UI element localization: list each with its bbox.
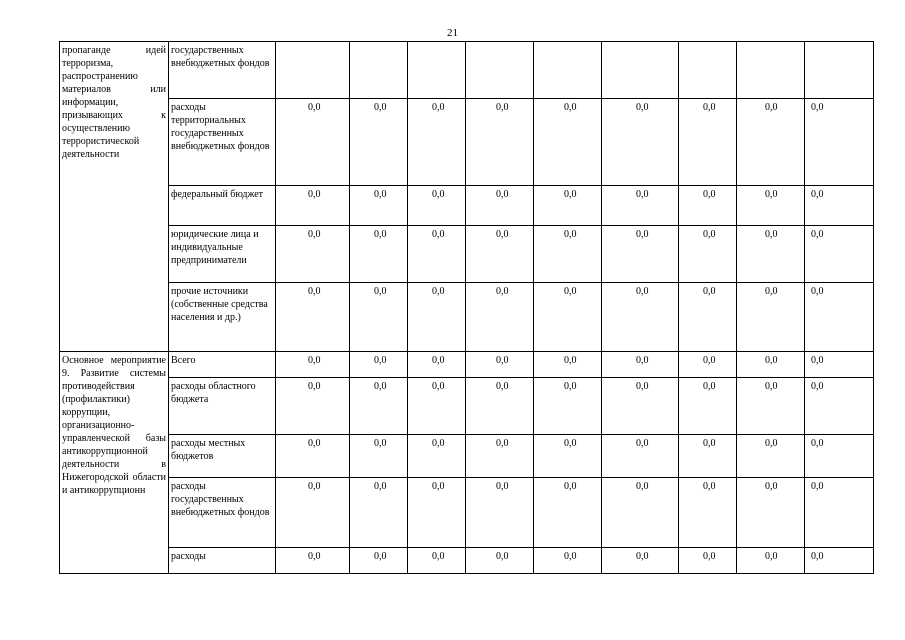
value-text: 0,0 [374, 286, 387, 297]
value-text: 0,0 [432, 355, 445, 366]
value-text: 0,0 [308, 102, 321, 113]
value-cell [679, 352, 737, 378]
value-text: 0,0 [765, 189, 778, 200]
value-cell [679, 378, 737, 435]
value-cell [805, 186, 874, 226]
value-text: 0,0 [496, 438, 509, 449]
value-text: 0,0 [811, 481, 824, 492]
value-cell [534, 42, 602, 99]
value-cell [276, 42, 350, 99]
value-text: 0,0 [308, 286, 321, 297]
value-text: 0,0 [765, 551, 778, 562]
value-text: 0,0 [765, 229, 778, 240]
value-cell [350, 99, 408, 186]
value-cell [466, 548, 534, 574]
value-cell [534, 283, 602, 352]
value-text: 0,0 [374, 481, 387, 492]
value-cell [350, 42, 408, 99]
value-cell [276, 352, 350, 378]
value-cell [805, 226, 874, 283]
value-text: 0,0 [374, 355, 387, 366]
value-cell [602, 42, 679, 99]
value-text: 0,0 [765, 481, 778, 492]
value-text: 0,0 [496, 481, 509, 492]
measure-description: пропаганде идей терроризма, распространению материалов или информации, призывающих к осуществлению террористической деятельности [60, 42, 169, 352]
value-cell [602, 226, 679, 283]
value-cell [408, 226, 466, 283]
value-cell [679, 186, 737, 226]
value-cell [679, 548, 737, 574]
value-cell [534, 378, 602, 435]
value-cell [534, 435, 602, 478]
value-text: 0,0 [703, 381, 716, 392]
funding-source: федеральный бюджет [169, 186, 276, 226]
value-cell [466, 99, 534, 186]
value-text: 0,0 [811, 355, 824, 366]
value-cell [408, 42, 466, 99]
value-cell [408, 548, 466, 574]
value-text: 0,0 [811, 551, 824, 562]
funding-source: Всего [169, 352, 276, 378]
value-cell [276, 99, 350, 186]
value-text: 0,0 [432, 381, 445, 392]
value-cell [602, 478, 679, 548]
value-cell [737, 352, 805, 378]
value-cell [679, 435, 737, 478]
value-cell [602, 99, 679, 186]
value-text: 0,0 [432, 481, 445, 492]
value-text: 0,0 [432, 102, 445, 113]
value-text: 0,0 [765, 381, 778, 392]
value-cell [408, 99, 466, 186]
value-text: 0,0 [703, 286, 716, 297]
value-cell [276, 478, 350, 548]
value-cell [408, 378, 466, 435]
value-text: 0,0 [374, 551, 387, 562]
value-text: 0,0 [811, 229, 824, 240]
value-cell [276, 378, 350, 435]
value-text: 0,0 [496, 189, 509, 200]
value-cell [737, 548, 805, 574]
value-cell [408, 435, 466, 478]
page-number: 21 [447, 27, 458, 39]
value-text: 0,0 [308, 189, 321, 200]
value-text: 0,0 [636, 381, 649, 392]
value-cell [350, 186, 408, 226]
value-text: 0,0 [308, 229, 321, 240]
value-cell [737, 435, 805, 478]
value-cell [602, 283, 679, 352]
table-row [60, 283, 874, 352]
value-cell [679, 99, 737, 186]
table-row [60, 378, 874, 435]
funding-source: расходы [169, 548, 276, 574]
value-cell [805, 435, 874, 478]
table-row [60, 226, 874, 283]
funding-source: государственных внебюджетных фондов [169, 42, 276, 99]
value-cell [466, 226, 534, 283]
funding-source: расходы государственных внебюджетных фондов [169, 478, 276, 548]
value-cell [466, 42, 534, 99]
value-text: 0,0 [765, 355, 778, 366]
value-text: 0,0 [374, 381, 387, 392]
value-cell [805, 42, 874, 99]
value-text: 0,0 [765, 438, 778, 449]
value-cell [350, 435, 408, 478]
value-text: 0,0 [496, 102, 509, 113]
value-text: 0,0 [703, 481, 716, 492]
value-cell [534, 226, 602, 283]
value-text: 0,0 [308, 381, 321, 392]
value-cell [679, 226, 737, 283]
value-text: 0,0 [636, 355, 649, 366]
value-text: 0,0 [703, 551, 716, 562]
value-text: 0,0 [432, 551, 445, 562]
value-text: 0,0 [636, 229, 649, 240]
value-cell [602, 435, 679, 478]
value-cell [350, 548, 408, 574]
value-text: 0,0 [636, 286, 649, 297]
value-text: 0,0 [564, 481, 577, 492]
value-text: 0,0 [432, 438, 445, 449]
table-row [60, 352, 874, 378]
value-cell [737, 283, 805, 352]
table-row [60, 548, 874, 574]
value-text: 0,0 [496, 286, 509, 297]
value-text: 0,0 [308, 355, 321, 366]
value-cell [737, 42, 805, 99]
value-cell [276, 226, 350, 283]
value-cell [350, 283, 408, 352]
value-cell [679, 42, 737, 99]
value-text: 0,0 [636, 438, 649, 449]
value-text: 0,0 [374, 438, 387, 449]
value-text: 0,0 [564, 189, 577, 200]
table-row [60, 99, 874, 186]
value-text: 0,0 [564, 229, 577, 240]
value-cell [534, 478, 602, 548]
value-text: 0,0 [765, 286, 778, 297]
value-text: 0,0 [432, 189, 445, 200]
value-text: 0,0 [496, 355, 509, 366]
value-cell [466, 378, 534, 435]
value-cell [737, 478, 805, 548]
value-text: 0,0 [432, 286, 445, 297]
table-row [60, 478, 874, 548]
value-text: 0,0 [564, 286, 577, 297]
value-cell [534, 99, 602, 186]
value-text: 0,0 [703, 355, 716, 366]
value-cell [408, 478, 466, 548]
value-cell [534, 352, 602, 378]
value-text: 0,0 [374, 229, 387, 240]
value-text: 0,0 [308, 438, 321, 449]
value-text: 0,0 [703, 102, 716, 113]
value-text: 0,0 [703, 189, 716, 200]
value-text: 0,0 [811, 438, 824, 449]
value-cell [350, 478, 408, 548]
value-text: 0,0 [308, 551, 321, 562]
value-cell [805, 99, 874, 186]
value-cell [276, 548, 350, 574]
value-text: 0,0 [496, 229, 509, 240]
value-cell [602, 352, 679, 378]
value-cell [737, 378, 805, 435]
value-text: 0,0 [496, 551, 509, 562]
value-cell [805, 378, 874, 435]
value-text: 0,0 [374, 189, 387, 200]
value-cell [350, 352, 408, 378]
value-cell [408, 352, 466, 378]
value-cell [350, 226, 408, 283]
value-text: 0,0 [811, 189, 824, 200]
value-cell [466, 186, 534, 226]
value-cell [534, 548, 602, 574]
value-cell [276, 186, 350, 226]
value-text: 0,0 [636, 189, 649, 200]
value-text: 0,0 [564, 551, 577, 562]
value-cell [805, 548, 874, 574]
value-cell [737, 186, 805, 226]
value-cell [805, 478, 874, 548]
value-cell [602, 548, 679, 574]
value-cell [276, 435, 350, 478]
value-cell [602, 186, 679, 226]
value-cell [350, 378, 408, 435]
value-text: 0,0 [432, 229, 445, 240]
value-text: 0,0 [374, 102, 387, 113]
funding-source: расходы областного бюджета [169, 378, 276, 435]
funding-source: расходы местных бюджетов [169, 435, 276, 478]
value-cell [466, 283, 534, 352]
value-cell [276, 283, 350, 352]
value-cell [602, 378, 679, 435]
funding-source: прочие источники (собственные средства населения и др.) [169, 283, 276, 352]
value-cell [408, 283, 466, 352]
value-cell [737, 226, 805, 283]
table-row [60, 42, 874, 99]
value-cell [679, 283, 737, 352]
funding-source: юридические лица и индивидуальные предприниматели [169, 226, 276, 283]
measure-description: Основное мероприятие 9. Развитие системы противодействия (профилактики) коррупции, организационно-управленческой базы антикоррупционной деятельности в Нижегородской области и антикоррупционн [60, 352, 169, 574]
value-cell [408, 186, 466, 226]
value-cell [534, 186, 602, 226]
value-cell [679, 478, 737, 548]
value-text: 0,0 [703, 229, 716, 240]
value-text: 0,0 [564, 381, 577, 392]
value-cell [805, 352, 874, 378]
value-text: 0,0 [636, 481, 649, 492]
table-row [60, 435, 874, 478]
value-cell [737, 99, 805, 186]
value-text: 0,0 [811, 102, 824, 113]
value-cell [466, 478, 534, 548]
value-text: 0,0 [703, 438, 716, 449]
funding-source: расходы территориальных государственных внебюджетных фондов [169, 99, 276, 186]
budget-table [59, 41, 874, 574]
value-text: 0,0 [811, 286, 824, 297]
value-cell [805, 283, 874, 352]
value-text: 0,0 [811, 381, 824, 392]
value-text: 0,0 [636, 551, 649, 562]
value-cell [466, 435, 534, 478]
value-text: 0,0 [564, 355, 577, 366]
value-text: 0,0 [308, 481, 321, 492]
value-text: 0,0 [765, 102, 778, 113]
value-text: 0,0 [636, 102, 649, 113]
table-row [60, 186, 874, 226]
value-text: 0,0 [496, 381, 509, 392]
value-cell [466, 352, 534, 378]
value-text: 0,0 [564, 438, 577, 449]
value-text: 0,0 [564, 102, 577, 113]
